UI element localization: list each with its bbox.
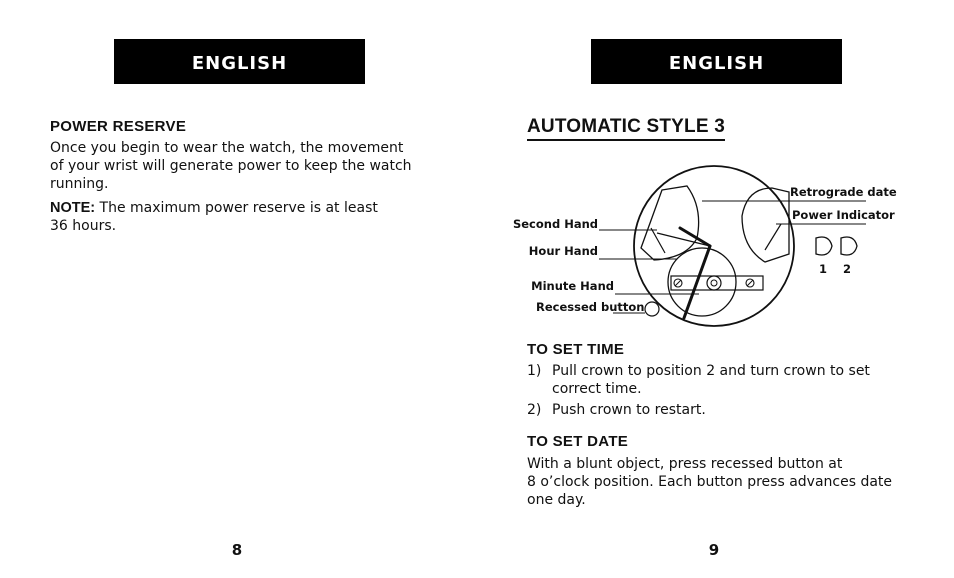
language-banner: ENGLISH	[114, 39, 365, 84]
step-number: 2)	[527, 402, 542, 418]
paragraph-line: one day.	[527, 492, 586, 508]
crown-position-1-label: 1	[818, 262, 828, 276]
crown-position-2-shape	[841, 237, 857, 255]
step-line: Push crown to restart.	[552, 402, 706, 418]
set-time-heading: TO SET TIME	[527, 341, 625, 358]
retrograde-date-label: Retrograde date	[790, 185, 897, 199]
step-text	[552, 362, 907, 398]
note-line: The maximum power reserve is at least	[95, 200, 378, 216]
step-number: 1)	[527, 363, 542, 379]
power-reserve-heading: POWER RESERVE	[50, 118, 187, 135]
power-indicator-label: Power Indicator	[792, 208, 895, 222]
hour-hand-label: Hour Hand	[528, 244, 598, 258]
list-item	[527, 401, 907, 419]
step-text	[552, 401, 907, 419]
retrograde-subdial	[742, 188, 789, 262]
step-line: correct time.	[552, 381, 642, 397]
note-paragraph	[50, 199, 430, 235]
second-hand-label: Second Hand	[512, 217, 598, 231]
crown-position-1-shape	[816, 237, 832, 255]
watch-diagram	[512, 158, 897, 333]
recessed-button-label: Recessed button	[536, 300, 645, 314]
note-label: NOTE:	[50, 200, 96, 216]
set-date-paragraph	[527, 455, 907, 509]
minute-hand	[684, 246, 710, 318]
retrograde-subdial-hand	[765, 224, 781, 250]
paragraph-line: running.	[50, 176, 109, 192]
hour-hand	[680, 228, 710, 246]
power-reserve-paragraph	[50, 139, 430, 193]
page-number: 9	[708, 541, 720, 559]
paragraph-line: With a blunt object, press recessed button at	[527, 456, 843, 472]
page-number: 8	[231, 541, 243, 559]
paragraph-line: of your wrist will generate power to keep the watch	[50, 158, 412, 174]
section-title: AUTOMATIC STYLE 3	[527, 116, 725, 141]
right-page	[477, 0, 954, 578]
crown-position-2-label: 2	[842, 262, 852, 276]
second-subdial-hand	[651, 228, 665, 253]
language-banner: ENGLISH	[591, 39, 842, 84]
list-item	[527, 362, 907, 398]
set-time-steps	[527, 362, 907, 422]
set-date-heading: TO SET DATE	[527, 433, 629, 450]
paragraph-line: Once you begin to wear the watch, the movement	[50, 140, 404, 156]
minute-hand-label: Minute Hand	[531, 279, 614, 293]
step-line: Pull crown to position 2 and turn crown to set	[552, 363, 870, 379]
screw-center	[707, 276, 721, 290]
note-line: 36 hours.	[50, 218, 117, 234]
paragraph-line: 8 o’clock position. Each button press advances date	[527, 474, 893, 490]
recessed-button-shape	[645, 302, 659, 316]
watch-case	[634, 166, 794, 326]
